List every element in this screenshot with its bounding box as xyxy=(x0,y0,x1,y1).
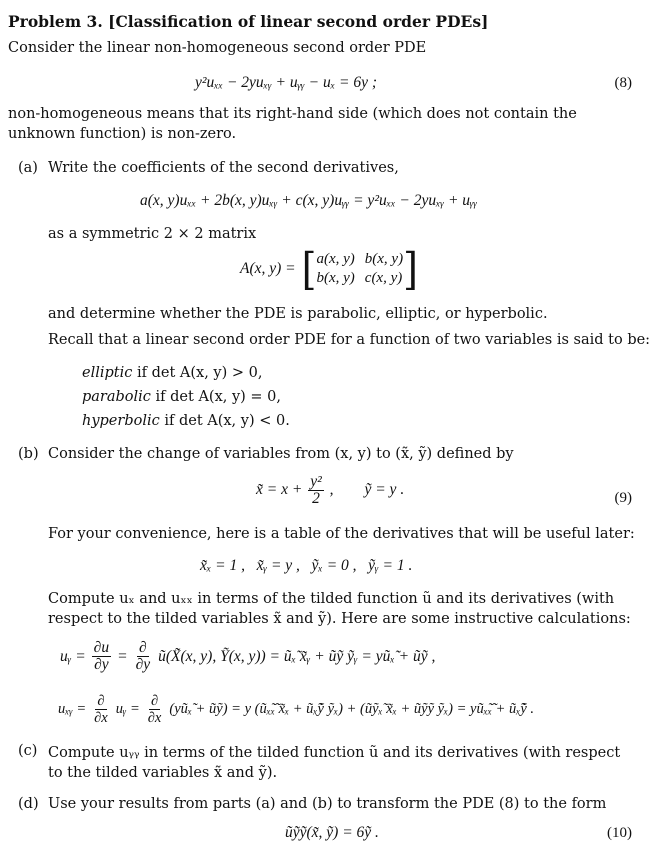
fraction-numerator: ∂ xyxy=(97,693,105,709)
part-a-label: (a) xyxy=(18,160,38,176)
uxy-calculation xyxy=(58,693,534,726)
uxy-mid: uᵧ = xyxy=(115,701,140,717)
matrix-b-top: b(x, y) xyxy=(364,251,404,267)
fraction-denominator: ∂y xyxy=(135,656,151,673)
part-a-equation: a(x, y)uₓₓ + 2b(x, y)uₓᵧ + c(x, y)uᵧᵧ = y²uₓₓ − 2yuₓᵧ + uᵧᵧ xyxy=(140,192,478,209)
case-condition: if det A(x, y) > 0, xyxy=(132,365,263,381)
equation-9-number: (9) xyxy=(614,490,632,506)
left-bracket: [ xyxy=(301,243,317,295)
intro-text: Consider the linear non-homogeneous second order PDE xyxy=(8,40,427,56)
case-condition: if det A(x, y) = 0, xyxy=(150,389,282,405)
determine-text: and determine whether the PDE is parabolic, elliptic, or hyperbolic. xyxy=(48,306,548,322)
equation-9 xyxy=(256,474,404,507)
part-b-label: (b) xyxy=(18,446,39,462)
part-c-label: (c) xyxy=(18,743,38,759)
part-d-label: (d) xyxy=(18,796,39,812)
eq9-lhs: x̃ = x + xyxy=(256,481,303,499)
fraction-numerator: y² xyxy=(310,473,322,490)
coefficient-matrix xyxy=(240,243,418,295)
fraction-denominator: ∂x xyxy=(94,710,108,726)
d-dx-fraction xyxy=(92,693,110,726)
right-bracket: ] xyxy=(403,243,418,295)
eq9-fraction xyxy=(308,474,324,507)
fraction-numerator: ∂ xyxy=(139,639,147,656)
matrix-b-bottom: b(x, y) xyxy=(316,270,355,286)
d-dy-fraction xyxy=(134,640,153,673)
case-name: parabolic xyxy=(82,389,151,405)
uy-lhs: uᵧ = xyxy=(60,647,86,665)
equation-8-number: (8) xyxy=(614,75,632,91)
nonhomogeneous-text: non-homogeneous means that its right-hand side (which does not contain the unknown function) is non-zero. xyxy=(8,106,577,142)
derivative-table: x̃ₓ = 1 , x̃ᵧ = y , ỹₓ = 0 , ỹᵧ = 1 . xyxy=(200,557,413,574)
matrix-intro: as a symmetric 2 × 2 matrix xyxy=(48,226,257,242)
matrix-entries xyxy=(316,251,403,287)
uxy-lhs: uₓᵧ = xyxy=(58,701,87,717)
equation-10-number: (10) xyxy=(607,825,632,841)
fraction-denominator: ∂x xyxy=(147,710,162,726)
case-name: elliptic xyxy=(82,365,133,381)
table-intro: For your convenience, here is a table of the derivatives that will be useful later: xyxy=(48,526,635,542)
uy-calculation xyxy=(60,640,435,673)
equation-8: y²uₓₓ − 2yuₓᵧ + uᵧᵧ − uₓ = 6y ; xyxy=(195,74,377,91)
uxy-rest: (yũₓ̃ + ũỹ) = y (ũₓ̃ₓ̃ x̃ₓ + ũₓ̃ỹ ỹₓ) + (ũỹₓ̃ x̃ₓ + ũỹỹ ỹₓ) = yũₓ̃ₓ̃ + ũₓ̃ỹ . xyxy=(169,701,535,717)
uy-rest: ũ(X̃(x, y), Ỹ(x, y)) = ũₓ̃ x̃ᵧ + ũỹ ỹᵧ = yũₓ̃ + ũỹ , xyxy=(158,647,436,665)
matrix-a: a(x, y) xyxy=(316,251,355,267)
du-dy-fraction xyxy=(92,640,111,673)
case-elliptic xyxy=(82,365,262,381)
part-d-text: Use your results from parts (a) and (b) to transform the PDE (8) to the form xyxy=(48,796,607,812)
matrix-c: c(x, y) xyxy=(364,270,403,286)
part-b-text: Consider the change of variables from (x, y) to (x̃, ỹ) defined by xyxy=(48,446,514,462)
equals-sign: = xyxy=(117,647,128,665)
d-dx-fraction xyxy=(146,693,164,726)
fraction-denominator: 2 xyxy=(312,490,320,507)
compute-text: Compute uₓ and uₓₓ in terms of the tilded function ũ and its derivatives (with respect to the tilded variables x̃ and ỹ). Here are some instructive calculations: xyxy=(48,591,631,627)
case-condition: if det A(x, y) < 0. xyxy=(159,413,290,429)
problem-title: Problem 3. [Classification of linear second order PDEs] xyxy=(8,12,489,31)
recall-text: Recall that a linear second order PDE for a function of two variables is said to be: xyxy=(48,332,651,348)
case-name: hyperbolic xyxy=(82,413,160,429)
case-parabolic xyxy=(82,389,281,405)
matrix-lhs: A(x, y) = xyxy=(240,260,296,277)
fraction-denominator: ∂y xyxy=(94,656,109,673)
eq9-rhs: , ỹ = y . xyxy=(329,481,405,499)
part-c-text: Compute uᵧᵧ in terms of the tilded function ũ and its derivatives (with respect to the tilded variables x̃ and ỹ). xyxy=(48,745,621,781)
fraction-numerator: ∂u xyxy=(93,639,110,656)
fraction-numerator: ∂ xyxy=(150,693,159,709)
case-hyperbolic xyxy=(82,413,290,429)
equation-10: ũỹỹ(x̃, ỹ) = 6ỹ . xyxy=(285,824,379,841)
part-a-text: Write the coefficients of the second derivatives, xyxy=(48,160,399,176)
